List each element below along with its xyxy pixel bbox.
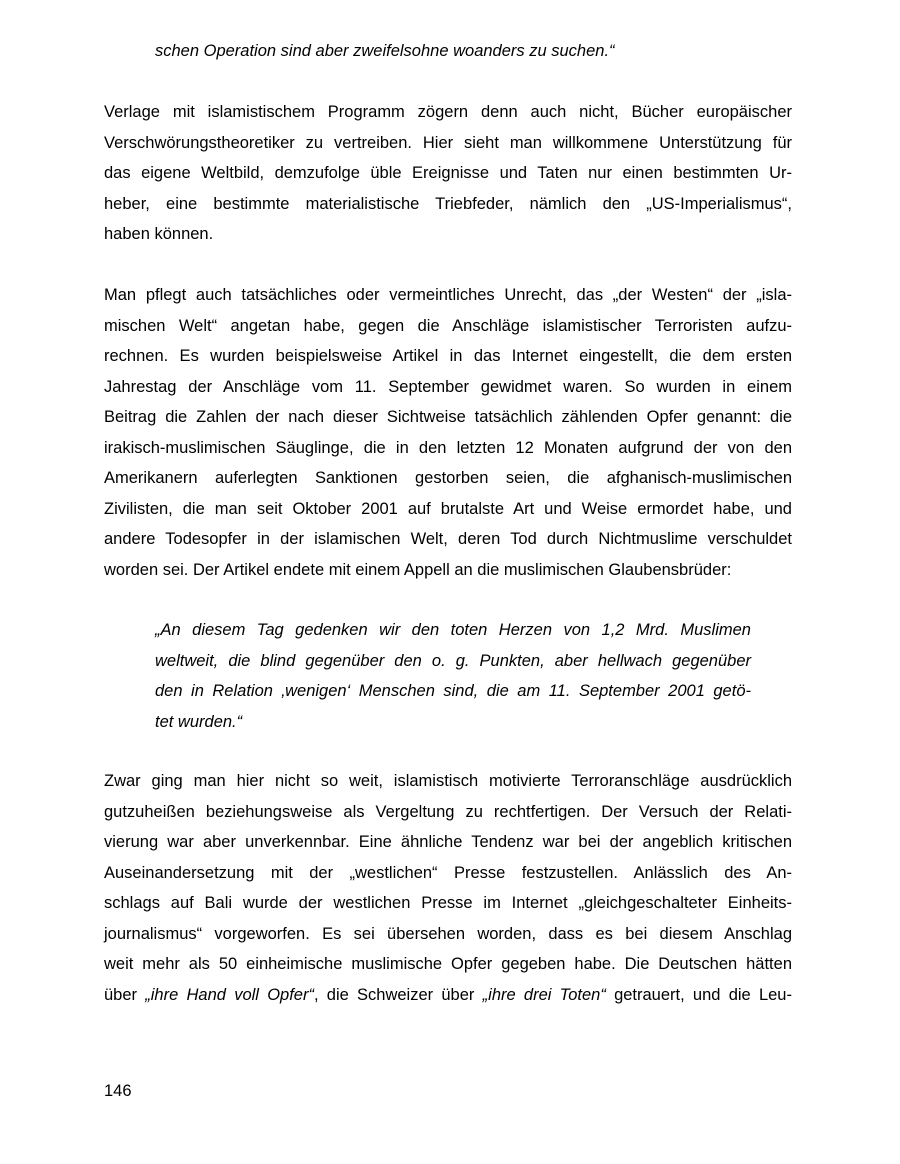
text-line: heber, eine bestimmte materialistische Triebfeder, nämlich den „US-Imperialismus“,	[104, 194, 792, 213]
text-line: Zivilisten, die man seit Oktober 2001 auf brutalste Art und Weise ermordet habe, und	[104, 499, 792, 518]
quote-line: „An diesem Tag gedenken wir den toten Herzen von 1,2 Mrd. Muslimen	[155, 621, 751, 639]
text-line: journalismus“ vorgeworfen. Es sei übersehen worden, dass es bei diesem Anschlag	[104, 924, 792, 943]
text-line: Jahrestag der Anschläge vom 11. September gewidmet waren. So wurden in einem	[104, 377, 792, 396]
text-line: das eigene Weltbild, demzufolge üble Ereignisse und Taten nur einen bestimmten Ur-	[104, 164, 792, 182]
block-quote	[155, 615, 751, 737]
text-line: vierung war aber unverkennbar. Eine ähnliche Tendenz war bei der angeblich kritischen	[104, 833, 792, 851]
text-line: irakisch-muslimischen Säuglinge, die in den letzten 12 Monaten aufgrund der von den	[104, 438, 792, 457]
text-line: Beitrag die Zahlen der nach dieser Sichtweise tatsächlich zählenden Opfer genannt: die	[104, 408, 792, 426]
text-line-mixed-italic: über „ihre Hand voll Opfer“, die Schweizer über „ihre drei Toten“ getrauert, und die Leu-	[104, 985, 792, 1004]
opening-quote-continuation	[155, 36, 751, 67]
text-line: Man pflegt auch tatsächliches oder vermeintliches Unrecht, das „der Westen“ der „isla-	[104, 286, 792, 304]
text-line: haben können.	[104, 225, 214, 243]
text-line: mischen Welt“ angetan habe, gegen die Anschläge islamistischer Terroristen aufzu-	[104, 316, 792, 335]
quote-line: schen Operation sind aber zweifelsohne woanders zu suchen.“	[155, 42, 615, 60]
quote-line: weltweit, die blind gegenüber den o. g. Punkten, aber hellwach gegenüber	[155, 651, 751, 670]
paragraph-verlage	[104, 97, 792, 250]
text-line: Verschwörungstheoretiker zu vertreiben. Hier sieht man willkommene Unterstützung für	[104, 133, 792, 152]
text-line: worden sei. Der Artikel endete mit einem Appell an die muslimischen Glaubensbrüder:	[104, 560, 732, 579]
paragraph-man-pflegt	[104, 280, 792, 585]
quote-line: tet wurden.“	[155, 712, 243, 731]
text-line: andere Todesopfer in der islamischen Welt, deren Tod durch Nichtmuslime verschuldet	[104, 530, 792, 548]
text-line: weit mehr als 50 einheimische muslimische Opfer gegeben habe. Die Deutschen hätten	[104, 955, 792, 973]
text-line: gutzuheißen beziehungsweise als Vergeltung zu rechtfertigen. Der Versuch der Relati-	[104, 802, 792, 821]
text-line: Zwar ging man hier nicht so weit, islamistisch motivierte Terroranschläge ausdrücklich	[104, 772, 792, 790]
text-line: Verlage mit islamistischem Programm zögern denn auch nicht, Bücher europäischer	[104, 103, 792, 121]
text-line: Amerikanern auferlegten Sanktionen gestorben seien, die afghanisch-muslimischen	[104, 469, 792, 487]
text-line: rechnen. Es wurden beispielsweise Artikel in das Internet eingestellt, die dem ersten	[104, 347, 792, 365]
page-number: 146	[104, 1082, 132, 1100]
text-line: Auseinandersetzung mit der „westlichen“ Presse festzustellen. Anlässlich des An-	[104, 863, 792, 882]
paragraph-zwar-ging	[104, 766, 792, 1010]
quote-line: den in Relation ‚wenigen‘ Menschen sind, die am 11. September 2001 getö-	[155, 682, 751, 700]
text-line: schlags auf Bali wurde der westlichen Presse im Internet „gleichgeschalteter Einheits-	[104, 894, 792, 912]
